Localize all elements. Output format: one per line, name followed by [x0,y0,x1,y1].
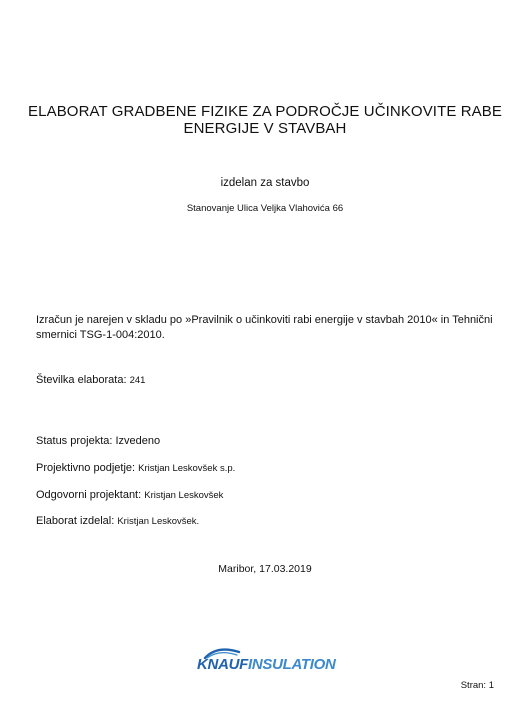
title-line-2: ENERGIJE V STAVBAH [183,120,347,137]
company-value: Kristjan Leskovšek s.p. [138,463,236,474]
knauf-insulation-logo [197,647,337,673]
place-date: Maribor, 17.03.2019 [218,563,312,575]
building-name: Stanovanje Ulica Veljka Vlahovića 66 [186,203,344,214]
subtitle: izdelan za stavbo [220,177,310,189]
elaborate-number-value: 241 [129,375,146,386]
author-value: Kristjan Leskovšek. [117,516,200,527]
logo-part-insulation: INSULATION [248,656,336,673]
regulation-paragraph [36,313,506,343]
status-value: Izvedeno [115,435,161,447]
elaborate-number-row [36,374,145,386]
engineer-row [36,489,223,501]
company-row [36,462,235,474]
status-label: Status projekta: [36,435,113,447]
paragraph-line-2: smernici TSG-1-004:2010. [36,329,165,341]
company-label: Projektivno podjetje: [36,462,136,474]
page-number: Stran: 1 [460,680,494,691]
engineer-value: Kristjan Leskovšek [144,490,224,501]
engineer-label: Odgovorni projektant: [36,489,142,501]
title-line-1: ELABORAT GRADBENE FIZIKE ZA PODROČJE UČINKOVITE RABE [28,103,502,120]
author-row [36,515,199,527]
paragraph-line-1: Izračun je narejen v skladu po »Pravilnik o učinkoviti rabi energije v stavbah 2010« in Tehnični [36,314,493,326]
document-title [20,103,510,137]
elaborate-number-label: Številka elaborata: [36,374,127,386]
status-row [36,435,160,447]
logo-wordmark [197,656,336,673]
author-label: Elaborat izdelal: [36,515,115,527]
logo-part-knauf: KNAUF [197,656,248,673]
